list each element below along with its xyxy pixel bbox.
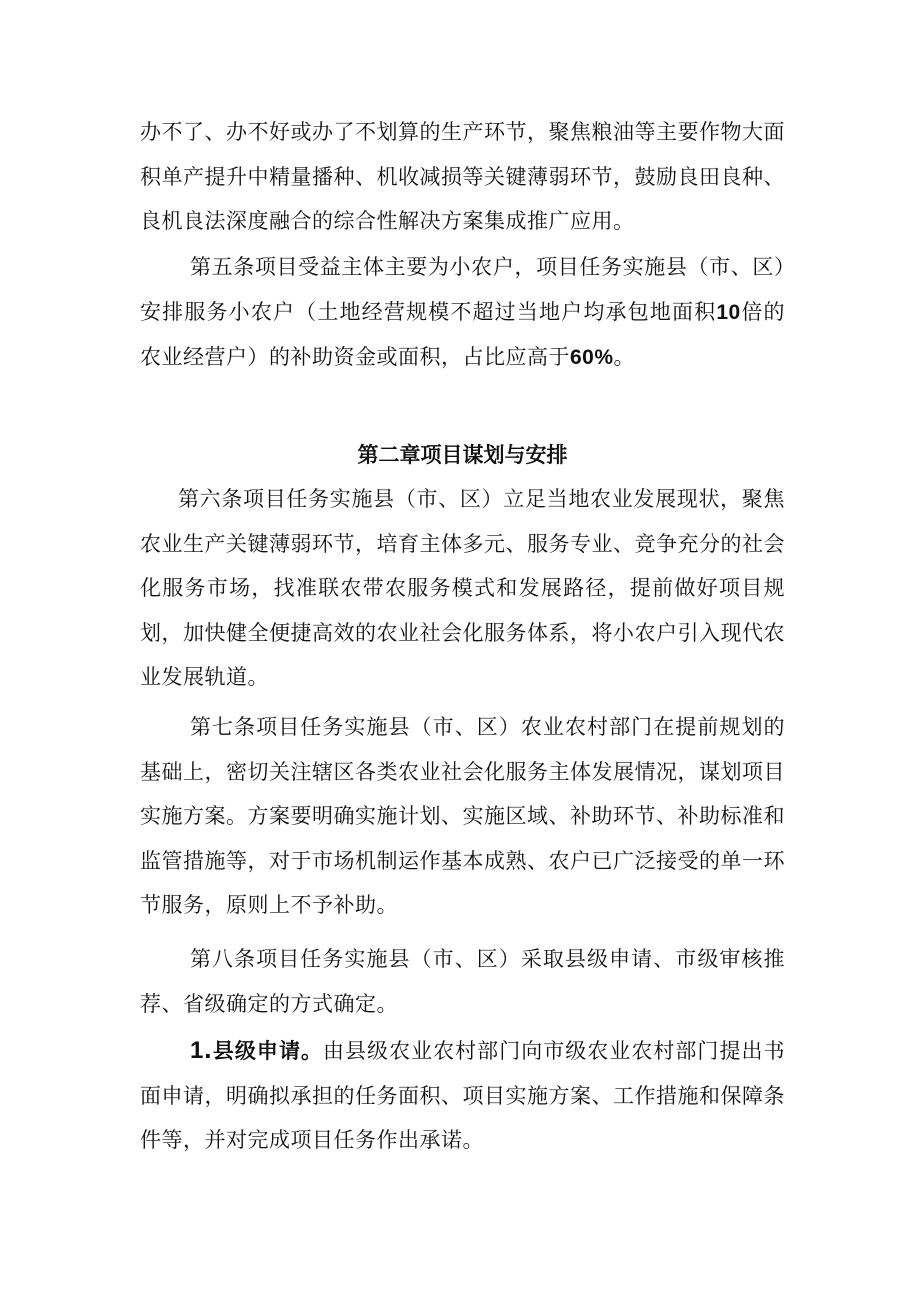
article-7 xyxy=(140,705,785,928)
article-5-text-a: 第五条项目受益主体主要为小农户，项目任务实施县（市、区）安排服务小农户（土地经营规模不超过当地户均承包地面积 xyxy=(140,255,785,324)
article-5 xyxy=(140,245,785,381)
article-5-percent: 60% xyxy=(570,346,614,369)
article-5-text-b: 倍的农业经营户）的补助资金或面积，占比应高于 xyxy=(140,299,786,369)
article-6-text: 第六条项目任务实施县（市、区）立足当地农业发展现状，聚焦农业生产关键薄弱环节，培育主体多元、服务专业、竞争充分的社会化服务市场，找准联农带农服务模式和发展路径，提前做好项目规划，加快健全便捷高效的农业社会化服务体系，将小农户引入现代农业发展轨道。 xyxy=(140,487,785,689)
article-7-text: 第七条项目任务实施县（市、区）农业农村部门在提前规划的基础上，密切关注辖区各类农业社会化服务主体发展情况，谋划项目实施方案。方案要明确实施计划、实施区域、补助环节、补助标准和监管措施等，对于市场机制运作基本成熟、农户已广泛接受的单一环节服务，原则上不予补助。 xyxy=(140,715,785,917)
article-8 xyxy=(140,937,785,1026)
article-5-text-c: 。 xyxy=(613,345,636,369)
article-5-number-10: 10 xyxy=(716,300,741,324)
item-1-number: 1 xyxy=(190,1037,204,1064)
chapter-title: 第二章项目谋划与安排 xyxy=(357,443,568,467)
item-1-county-application xyxy=(140,1029,785,1163)
paragraph-text: 办不了、办不好或办了不划算的生产环节，聚焦粮油等主要作物大面积单产提升中精量播种、机收减损等关键薄弱环节，鼓励良田良种、良机良法深度融合的综合性解决方案集成推广应用。 xyxy=(140,120,785,233)
article-6 xyxy=(140,477,785,700)
item-1-text: 由县级农业农村部门向市级农业农村部门提出书面申请，明确拟承担的任务面积、项目实施方案、工作措施和保障条件等，并对完成项目任务作出承诺。 xyxy=(140,1039,786,1152)
paragraph-continued xyxy=(140,110,785,244)
article-8-text: 第八条项目任务实施县（市、区）采取县级申请、市级审核推荐、省级确定的方式确定。 xyxy=(140,947,785,1016)
item-1-title: .县级申请。 xyxy=(203,1039,323,1063)
